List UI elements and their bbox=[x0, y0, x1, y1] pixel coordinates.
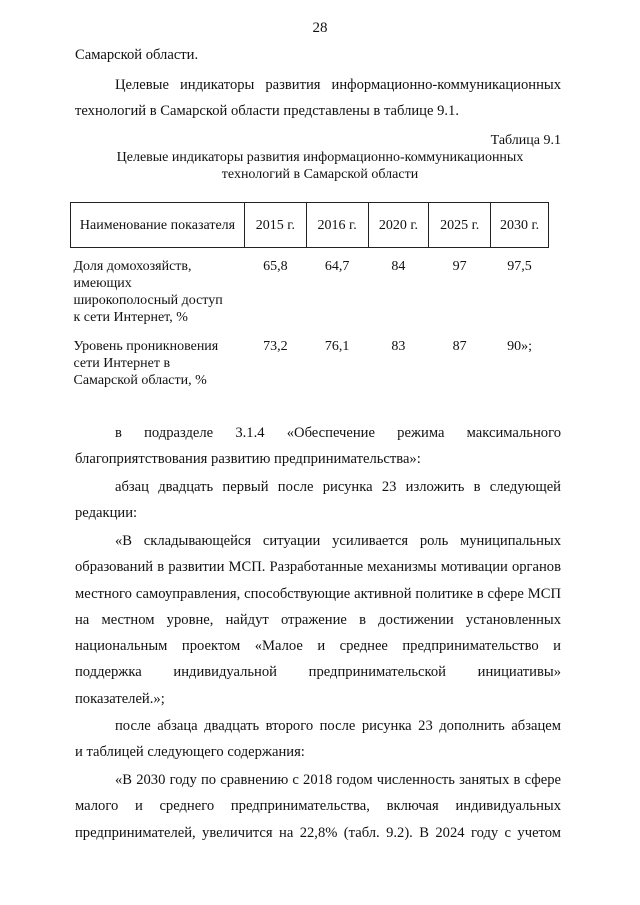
row-name-line: широкополосный доступ bbox=[73, 293, 223, 308]
table-cell: 90»; bbox=[507, 339, 532, 354]
text-line: образований в развитии МСП. Разработанные механизмы мотивации органов bbox=[75, 559, 561, 575]
text-line: после абзаца двадцать второго после рисунка 23 дополнить абзацем bbox=[115, 718, 561, 734]
text-line: в подразделе 3.1.4 «Обеспечение режима максимального bbox=[115, 425, 561, 441]
table-cell: 84 bbox=[391, 259, 406, 274]
row-name-line: имеющих bbox=[73, 276, 132, 291]
table-cell: 65,8 bbox=[263, 259, 288, 274]
table-cell: 73,2 bbox=[263, 339, 288, 354]
table-cell: 76,1 bbox=[324, 339, 350, 354]
text-line: Целевые индикаторы развития информационно-коммуникационных bbox=[115, 77, 561, 93]
text-line: малого и среднего предпринимательства, включая индивидуальных bbox=[75, 798, 561, 814]
column-header: 2025 г. bbox=[429, 203, 491, 248]
row-name-line: Самарской области, % bbox=[73, 373, 207, 388]
table-row bbox=[71, 248, 549, 339]
table-header-row bbox=[71, 203, 549, 248]
text-line: «В складывающейся ситуации усиливается роль муниципальных bbox=[115, 533, 561, 549]
column-header: 2030 г. bbox=[491, 203, 549, 248]
table-title-line: Целевые индикаторы развития информационно-коммуникационных bbox=[116, 150, 524, 165]
row-name bbox=[71, 248, 245, 339]
text-line: показателей.»; bbox=[75, 691, 165, 707]
row-name-line: сети Интернет в bbox=[73, 356, 171, 371]
text-line: редакции: bbox=[75, 505, 138, 521]
table-cell: 83 bbox=[391, 339, 406, 354]
text-line: на местном уровне, найдут отражение в достижении установленных bbox=[75, 612, 561, 628]
text-line: Самарской области. bbox=[75, 47, 199, 63]
text-line: «В 2030 году по сравнению с 2018 годом численность занятых в сфере bbox=[115, 772, 561, 788]
row-name-line: Уровень проникновения bbox=[73, 339, 219, 354]
column-header: Наименование показателя bbox=[71, 203, 245, 248]
row-name bbox=[71, 338, 245, 389]
table-label: Таблица 9.1 bbox=[490, 133, 561, 148]
table-cell: 64,7 bbox=[324, 259, 350, 274]
table-cell: 87 bbox=[452, 339, 467, 354]
table-cell: 97 bbox=[452, 259, 467, 274]
column-header: 2020 г. bbox=[368, 203, 429, 248]
column-header: 2015 г. bbox=[245, 203, 307, 248]
row-name-line: к сети Интернет, % bbox=[73, 310, 188, 325]
text-line: местного самоуправления, способствующие активной политике в сфере МСП bbox=[75, 586, 561, 602]
table-title-line: технологий в Самарской области bbox=[221, 167, 419, 182]
column-header: 2016 г. bbox=[306, 203, 368, 248]
text-line: поддержка индивидуальной предпринимательской инициативы» bbox=[75, 664, 561, 680]
text-line: предпринимателей, увеличится на 22,8% (табл. 9.2). В 2024 году с учетом bbox=[75, 825, 561, 841]
page-number: 28 bbox=[312, 20, 328, 36]
indicators-table bbox=[70, 202, 549, 389]
row-name-line: Доля домохозяйств, bbox=[73, 259, 192, 274]
text-line: национальным проектом «Малое и среднее предпринимательство и bbox=[75, 638, 561, 654]
text-line: абзац двадцать первый после рисунка 23 изложить в следующей bbox=[115, 479, 561, 495]
text-line: и таблицей следующего содержания: bbox=[75, 744, 305, 760]
text-line: технологий в Самарской области представлены в таблице 9.1. bbox=[75, 103, 459, 119]
table-cell: 97,5 bbox=[507, 259, 532, 274]
table-row bbox=[71, 338, 549, 389]
text-line: благоприятствования развитию предпринимательства»: bbox=[75, 451, 421, 467]
